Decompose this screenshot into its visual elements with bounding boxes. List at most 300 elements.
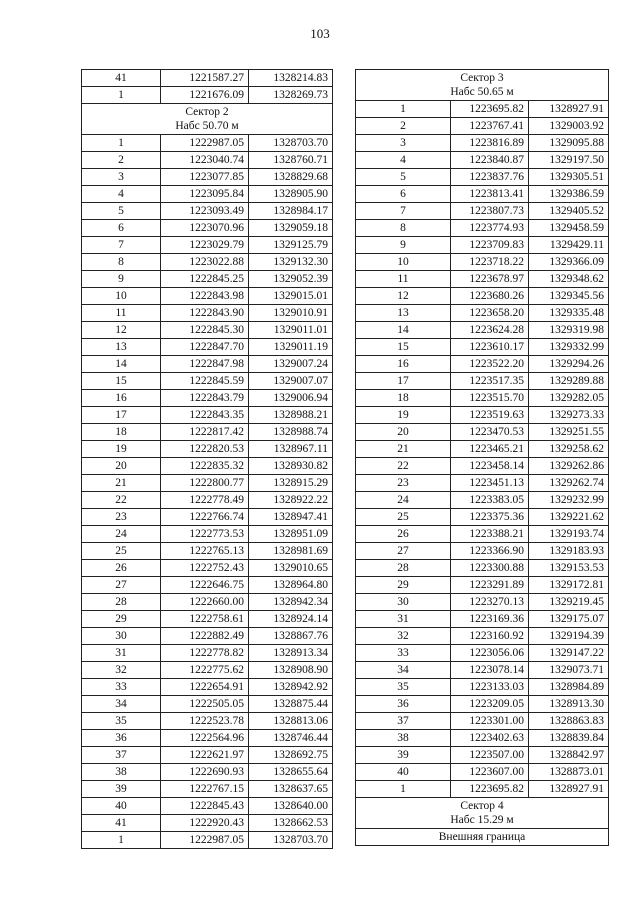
y-coordinate: 1329319.98 xyxy=(529,322,609,339)
table-row xyxy=(356,526,609,543)
table-row xyxy=(82,577,333,594)
x-coordinate: 1222505.05 xyxy=(161,696,249,713)
table-row xyxy=(356,441,609,458)
point-number: 19 xyxy=(356,407,451,424)
sector-header-row xyxy=(82,104,333,135)
point-number: 1 xyxy=(82,87,161,104)
point-number: 9 xyxy=(356,237,451,254)
point-number: 37 xyxy=(356,713,451,730)
y-coordinate: 1328908.90 xyxy=(249,662,333,679)
x-coordinate: 1223767.41 xyxy=(451,118,529,135)
y-coordinate: 1329294.26 xyxy=(529,356,609,373)
y-coordinate: 1329366.09 xyxy=(529,254,609,271)
y-coordinate: 1329219.45 xyxy=(529,594,609,611)
y-coordinate: 1328214.83 xyxy=(249,70,333,87)
point-number: 18 xyxy=(82,424,161,441)
point-number: 39 xyxy=(82,781,161,798)
table-row xyxy=(356,713,609,730)
table-row xyxy=(356,254,609,271)
sector-header xyxy=(356,70,609,101)
y-coordinate: 1329221.62 xyxy=(529,509,609,526)
y-coordinate: 1329010.91 xyxy=(249,305,333,322)
point-number: 16 xyxy=(356,356,451,373)
point-number: 32 xyxy=(356,628,451,645)
y-coordinate: 1329273.33 xyxy=(529,407,609,424)
point-number: 40 xyxy=(356,764,451,781)
y-coordinate: 1328913.34 xyxy=(249,645,333,662)
point-number: 6 xyxy=(82,220,161,237)
y-coordinate: 1329011.01 xyxy=(249,322,333,339)
x-coordinate: 1222845.59 xyxy=(161,373,249,390)
table-row xyxy=(82,594,333,611)
table-row xyxy=(82,237,333,254)
x-coordinate: 1223375.36 xyxy=(451,509,529,526)
y-coordinate: 1328915.29 xyxy=(249,475,333,492)
table-row xyxy=(356,475,609,492)
y-coordinate: 1328922.22 xyxy=(249,492,333,509)
point-number: 2 xyxy=(82,152,161,169)
x-coordinate: 1223507.00 xyxy=(451,747,529,764)
table-row xyxy=(356,696,609,713)
point-number: 32 xyxy=(82,662,161,679)
table-row xyxy=(82,764,333,781)
x-coordinate: 1222765.13 xyxy=(161,543,249,560)
table-row xyxy=(82,186,333,203)
point-number: 18 xyxy=(356,390,451,407)
y-coordinate: 1329345.56 xyxy=(529,288,609,305)
coordinates-table-right xyxy=(355,69,609,846)
point-number: 11 xyxy=(82,305,161,322)
table-row xyxy=(356,407,609,424)
table-row xyxy=(356,271,609,288)
sector-height: Набс 50.65 м xyxy=(450,86,514,98)
page-number: 103 xyxy=(310,26,330,41)
x-coordinate: 1223837.76 xyxy=(451,169,529,186)
table-row xyxy=(82,373,333,390)
y-coordinate: 1329458.59 xyxy=(529,220,609,237)
table-row xyxy=(82,271,333,288)
table-row xyxy=(356,764,609,781)
point-number: 2 xyxy=(356,118,451,135)
x-coordinate: 1222778.82 xyxy=(161,645,249,662)
y-coordinate: 1329348.62 xyxy=(529,271,609,288)
point-number: 20 xyxy=(82,458,161,475)
table-row xyxy=(356,560,609,577)
point-number: 3 xyxy=(82,169,161,186)
x-coordinate: 1222820.53 xyxy=(161,441,249,458)
x-coordinate: 1223169.36 xyxy=(451,611,529,628)
point-number: 36 xyxy=(82,730,161,747)
x-coordinate: 1222690.93 xyxy=(161,764,249,781)
point-number: 11 xyxy=(356,271,451,288)
table-row xyxy=(356,730,609,747)
y-coordinate: 1328867.76 xyxy=(249,628,333,645)
y-coordinate: 1329006.94 xyxy=(249,390,333,407)
y-coordinate: 1329197.50 xyxy=(529,152,609,169)
table-row xyxy=(356,390,609,407)
x-coordinate: 1223366.90 xyxy=(451,543,529,560)
y-coordinate: 1329305.51 xyxy=(529,169,609,186)
point-number: 24 xyxy=(82,526,161,543)
x-coordinate: 1223093.49 xyxy=(161,203,249,220)
point-number: 23 xyxy=(82,509,161,526)
x-coordinate: 1223095.84 xyxy=(161,186,249,203)
table-row xyxy=(356,611,609,628)
y-coordinate: 1329251.55 xyxy=(529,424,609,441)
table-row xyxy=(356,679,609,696)
point-number: 15 xyxy=(356,339,451,356)
table-row xyxy=(356,747,609,764)
point-number: 36 xyxy=(356,696,451,713)
table-row xyxy=(82,70,333,87)
y-coordinate: 1328964.80 xyxy=(249,577,333,594)
y-coordinate: 1329011.19 xyxy=(249,339,333,356)
x-coordinate: 1223270.13 xyxy=(451,594,529,611)
point-number: 38 xyxy=(356,730,451,747)
point-number: 26 xyxy=(82,560,161,577)
table-row xyxy=(82,798,333,815)
point-number: 25 xyxy=(356,509,451,526)
point-number: 38 xyxy=(82,764,161,781)
point-number: 12 xyxy=(82,322,161,339)
table-row xyxy=(356,220,609,237)
x-coordinate: 1223209.05 xyxy=(451,696,529,713)
table-row xyxy=(82,424,333,441)
y-coordinate: 1329175.07 xyxy=(529,611,609,628)
table-row xyxy=(356,543,609,560)
sector-header-row xyxy=(356,798,609,829)
y-coordinate: 1329073.71 xyxy=(529,662,609,679)
table-row xyxy=(82,662,333,679)
y-coordinate: 1329125.79 xyxy=(249,237,333,254)
y-coordinate: 1328967.11 xyxy=(249,441,333,458)
table-row xyxy=(82,713,333,730)
point-number: 27 xyxy=(356,543,451,560)
point-number: 29 xyxy=(356,577,451,594)
table-row xyxy=(82,611,333,628)
y-coordinate: 1328942.92 xyxy=(249,679,333,696)
table-row xyxy=(82,560,333,577)
point-number: 1 xyxy=(356,781,451,798)
y-coordinate: 1329132.30 xyxy=(249,254,333,271)
y-coordinate: 1329262.74 xyxy=(529,475,609,492)
x-coordinate: 1222845.25 xyxy=(161,271,249,288)
y-coordinate: 1329007.24 xyxy=(249,356,333,373)
x-coordinate: 1222843.79 xyxy=(161,390,249,407)
table-row xyxy=(82,832,333,849)
y-coordinate: 1328637.65 xyxy=(249,781,333,798)
x-coordinate: 1223517.35 xyxy=(451,373,529,390)
x-coordinate: 1223695.82 xyxy=(451,781,529,798)
y-coordinate: 1329095.88 xyxy=(529,135,609,152)
point-number: 28 xyxy=(356,560,451,577)
y-coordinate: 1328930.82 xyxy=(249,458,333,475)
table-row xyxy=(356,628,609,645)
x-coordinate: 1223610.17 xyxy=(451,339,529,356)
table-row xyxy=(356,169,609,186)
x-coordinate: 1223680.26 xyxy=(451,288,529,305)
x-coordinate: 1223470.53 xyxy=(451,424,529,441)
y-coordinate: 1329232.99 xyxy=(529,492,609,509)
y-coordinate: 1328924.14 xyxy=(249,611,333,628)
y-coordinate: 1328927.91 xyxy=(529,101,609,118)
y-coordinate: 1329405.52 xyxy=(529,203,609,220)
point-number: 30 xyxy=(356,594,451,611)
point-number: 34 xyxy=(356,662,451,679)
sector-header-row xyxy=(356,70,609,101)
sector-title: Сектор 3 xyxy=(460,72,504,84)
x-coordinate: 1223678.97 xyxy=(451,271,529,288)
table-row xyxy=(82,169,333,186)
x-coordinate: 1223451.13 xyxy=(451,475,529,492)
point-number: 27 xyxy=(82,577,161,594)
y-coordinate: 1328655.64 xyxy=(249,764,333,781)
coordinates-table-left xyxy=(81,69,333,849)
x-coordinate: 1223056.06 xyxy=(451,645,529,662)
table-row xyxy=(356,458,609,475)
y-coordinate: 1329052.39 xyxy=(249,271,333,288)
point-number: 35 xyxy=(356,679,451,696)
y-coordinate: 1328942.34 xyxy=(249,594,333,611)
table-row xyxy=(356,305,609,322)
x-coordinate: 1222845.30 xyxy=(161,322,249,339)
table-row xyxy=(82,322,333,339)
x-coordinate: 1223040.74 xyxy=(161,152,249,169)
x-coordinate: 1223291.89 xyxy=(451,577,529,594)
table-row xyxy=(356,594,609,611)
point-number: 9 xyxy=(82,271,161,288)
table-row xyxy=(82,645,333,662)
x-coordinate: 1223300.88 xyxy=(451,560,529,577)
y-coordinate: 1329335.48 xyxy=(529,305,609,322)
x-coordinate: 1223301.00 xyxy=(451,713,529,730)
table-row xyxy=(356,781,609,798)
table-row xyxy=(356,237,609,254)
table-row xyxy=(356,135,609,152)
table-row xyxy=(356,203,609,220)
sector-height: Набс 50.70 м xyxy=(175,120,239,132)
x-coordinate: 1222646.75 xyxy=(161,577,249,594)
point-number: 34 xyxy=(82,696,161,713)
table-row xyxy=(82,220,333,237)
point-number: 7 xyxy=(82,237,161,254)
x-coordinate: 1223402.63 xyxy=(451,730,529,747)
x-coordinate: 1222752.43 xyxy=(161,560,249,577)
sector-header-row xyxy=(356,829,609,846)
sector-title: Сектор 4 xyxy=(460,800,504,812)
point-number: 5 xyxy=(82,203,161,220)
y-coordinate: 1329193.74 xyxy=(529,526,609,543)
table-row xyxy=(356,356,609,373)
x-coordinate: 1222621.97 xyxy=(161,747,249,764)
x-coordinate: 1223813.41 xyxy=(451,186,529,203)
y-coordinate: 1328839.84 xyxy=(529,730,609,747)
point-number: 31 xyxy=(82,645,161,662)
table-row xyxy=(356,101,609,118)
x-coordinate: 1222847.98 xyxy=(161,356,249,373)
point-number: 4 xyxy=(82,186,161,203)
x-coordinate: 1222767.15 xyxy=(161,781,249,798)
point-number: 14 xyxy=(82,356,161,373)
table-row xyxy=(356,373,609,390)
x-coordinate: 1223624.28 xyxy=(451,322,529,339)
table-row xyxy=(356,186,609,203)
table-row xyxy=(82,475,333,492)
table-row xyxy=(356,322,609,339)
x-coordinate: 1223078.14 xyxy=(451,662,529,679)
point-number: 7 xyxy=(356,203,451,220)
x-coordinate: 1223070.96 xyxy=(161,220,249,237)
sector-title: Внешняя граница xyxy=(438,831,526,843)
x-coordinate: 1222800.77 xyxy=(161,475,249,492)
point-number: 22 xyxy=(82,492,161,509)
point-number: 1 xyxy=(356,101,451,118)
y-coordinate: 1328988.21 xyxy=(249,407,333,424)
y-coordinate: 1328981.69 xyxy=(249,543,333,560)
table-row xyxy=(82,509,333,526)
x-coordinate: 1223807.73 xyxy=(451,203,529,220)
point-number: 6 xyxy=(356,186,451,203)
y-coordinate: 1328692.75 xyxy=(249,747,333,764)
point-number: 1 xyxy=(82,832,161,849)
point-number: 26 xyxy=(356,526,451,543)
x-coordinate: 1222654.91 xyxy=(161,679,249,696)
x-coordinate: 1223840.87 xyxy=(451,152,529,169)
point-number: 41 xyxy=(82,70,161,87)
y-coordinate: 1328269.73 xyxy=(249,87,333,104)
point-number: 13 xyxy=(82,339,161,356)
table-row xyxy=(82,815,333,832)
x-coordinate: 1222882.49 xyxy=(161,628,249,645)
x-coordinate: 1223519.63 xyxy=(451,407,529,424)
point-number: 33 xyxy=(356,645,451,662)
y-coordinate: 1328829.68 xyxy=(249,169,333,186)
x-coordinate: 1222835.32 xyxy=(161,458,249,475)
table-row xyxy=(356,492,609,509)
y-coordinate: 1329015.01 xyxy=(249,288,333,305)
x-coordinate: 1223458.14 xyxy=(451,458,529,475)
y-coordinate: 1328984.89 xyxy=(529,679,609,696)
y-coordinate: 1329153.53 xyxy=(529,560,609,577)
x-coordinate: 1223029.79 xyxy=(161,237,249,254)
point-number: 35 xyxy=(82,713,161,730)
point-number: 22 xyxy=(356,458,451,475)
table-row xyxy=(356,577,609,594)
x-coordinate: 1222564.96 xyxy=(161,730,249,747)
point-number: 13 xyxy=(356,305,451,322)
y-coordinate: 1328760.71 xyxy=(249,152,333,169)
point-number: 3 xyxy=(356,135,451,152)
y-coordinate: 1329194.39 xyxy=(529,628,609,645)
table-row xyxy=(82,679,333,696)
x-coordinate: 1222817.42 xyxy=(161,424,249,441)
y-coordinate: 1328703.70 xyxy=(249,832,333,849)
y-coordinate: 1329183.93 xyxy=(529,543,609,560)
table-row xyxy=(356,339,609,356)
x-coordinate: 1222845.43 xyxy=(161,798,249,815)
table-row xyxy=(82,628,333,645)
table-row xyxy=(356,288,609,305)
y-coordinate: 1328746.44 xyxy=(249,730,333,747)
x-coordinate: 1223522.20 xyxy=(451,356,529,373)
y-coordinate: 1328951.09 xyxy=(249,526,333,543)
table-row xyxy=(82,339,333,356)
sector-header xyxy=(82,104,333,135)
x-coordinate: 1223695.82 xyxy=(451,101,529,118)
y-coordinate: 1329332.99 xyxy=(529,339,609,356)
point-number: 24 xyxy=(356,492,451,509)
table-row xyxy=(82,203,333,220)
sector-title: Сектор 2 xyxy=(185,106,229,118)
point-number: 14 xyxy=(356,322,451,339)
y-coordinate: 1329258.62 xyxy=(529,441,609,458)
x-coordinate: 1223816.89 xyxy=(451,135,529,152)
table-row xyxy=(82,747,333,764)
y-coordinate: 1329172.81 xyxy=(529,577,609,594)
sector-header xyxy=(356,829,609,846)
y-coordinate: 1328927.91 xyxy=(529,781,609,798)
x-coordinate: 1223160.92 xyxy=(451,628,529,645)
point-number: 10 xyxy=(82,288,161,305)
point-number: 31 xyxy=(356,611,451,628)
y-coordinate: 1329003.92 xyxy=(529,118,609,135)
sector-header xyxy=(356,798,609,829)
point-number: 8 xyxy=(82,254,161,271)
table-row xyxy=(82,135,333,152)
y-coordinate: 1328875.44 xyxy=(249,696,333,713)
x-coordinate: 1223133.03 xyxy=(451,679,529,696)
table-row xyxy=(82,288,333,305)
point-number: 29 xyxy=(82,611,161,628)
y-coordinate: 1328842.97 xyxy=(529,747,609,764)
x-coordinate: 1222773.53 xyxy=(161,526,249,543)
y-coordinate: 1328703.70 xyxy=(249,135,333,152)
y-coordinate: 1329429.11 xyxy=(529,237,609,254)
x-coordinate: 1222843.98 xyxy=(161,288,249,305)
y-coordinate: 1328873.01 xyxy=(529,764,609,781)
point-number: 21 xyxy=(356,441,451,458)
x-coordinate: 1222758.61 xyxy=(161,611,249,628)
table-row xyxy=(82,407,333,424)
y-coordinate: 1328947.41 xyxy=(249,509,333,526)
x-coordinate: 1223465.21 xyxy=(451,441,529,458)
point-number: 25 xyxy=(82,543,161,560)
point-number: 17 xyxy=(82,407,161,424)
point-number: 39 xyxy=(356,747,451,764)
table-row xyxy=(82,87,333,104)
y-coordinate: 1329282.05 xyxy=(529,390,609,407)
point-number: 20 xyxy=(356,424,451,441)
point-number: 30 xyxy=(82,628,161,645)
table-row xyxy=(356,662,609,679)
point-number: 4 xyxy=(356,152,451,169)
table-row xyxy=(356,118,609,135)
point-number: 8 xyxy=(356,220,451,237)
table-row xyxy=(82,696,333,713)
x-coordinate: 1222920.43 xyxy=(161,815,249,832)
sector-height: Набс 15.29 м xyxy=(450,814,514,826)
x-coordinate: 1222987.05 xyxy=(161,135,249,152)
y-coordinate: 1328988.74 xyxy=(249,424,333,441)
table-row xyxy=(82,458,333,475)
table-row xyxy=(82,526,333,543)
point-number: 40 xyxy=(82,798,161,815)
table-row xyxy=(356,509,609,526)
table-row xyxy=(82,390,333,407)
y-coordinate: 1329010.65 xyxy=(249,560,333,577)
x-coordinate: 1223077.85 xyxy=(161,169,249,186)
point-number: 28 xyxy=(82,594,161,611)
